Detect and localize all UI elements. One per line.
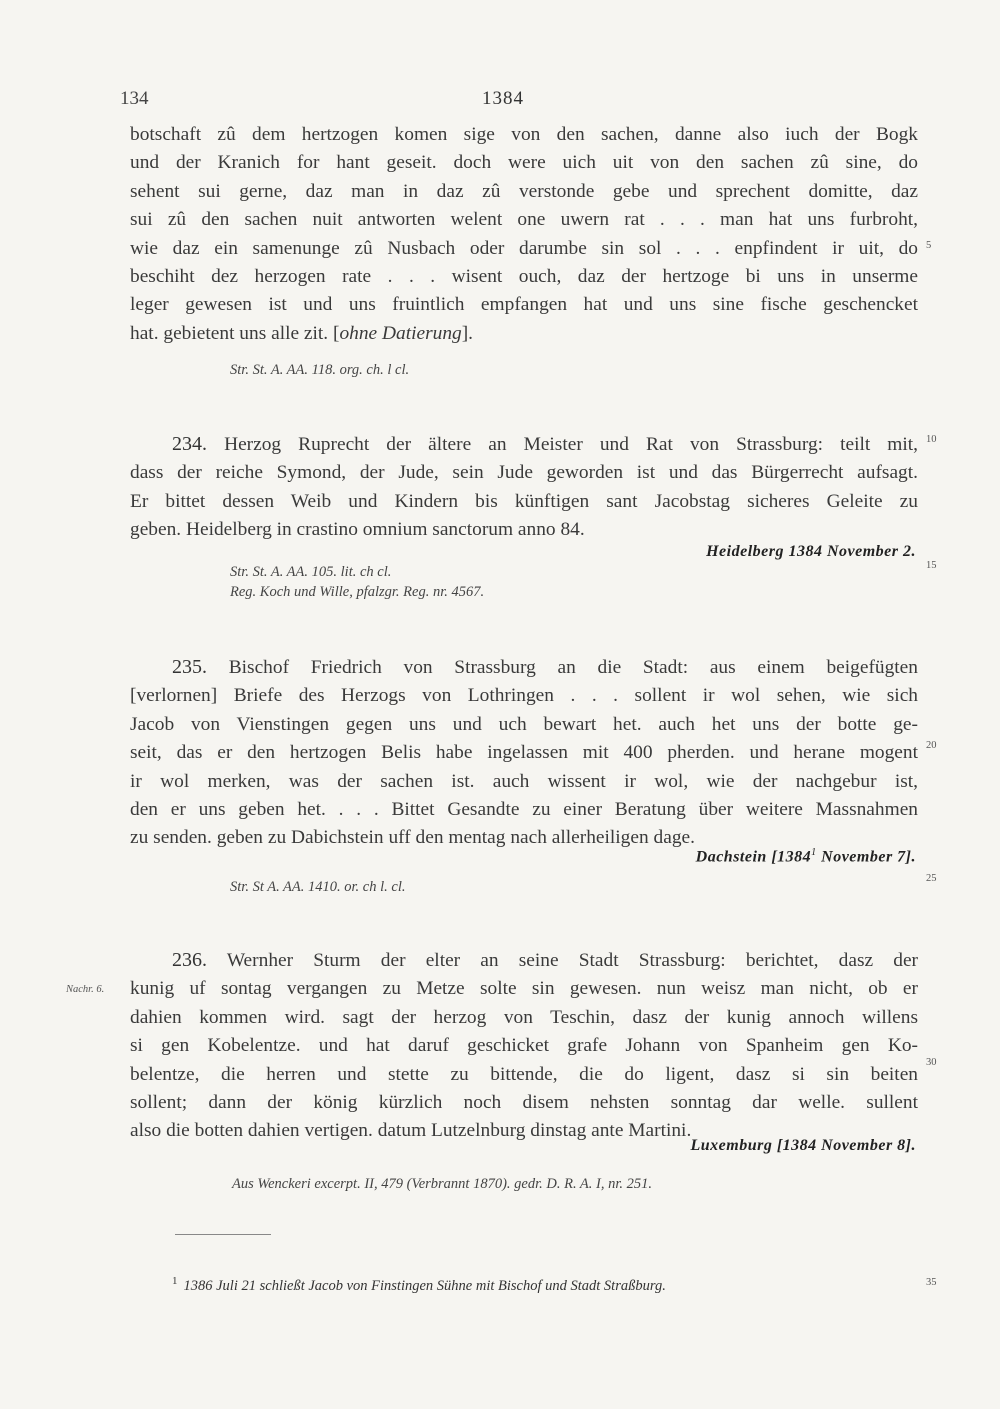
footnote [172,1275,666,1295]
footnote-rule [175,1234,271,1235]
entry-number: 235. [172,656,207,678]
line-number: 10 [926,434,937,445]
text-line: [verlornen] Briefe des Herzogs von Lothringen . . . sollent ir wol sehen, wie sich [130,685,918,707]
footnote-text: 1386 Juli 21 schließt Jacob von Finstingen Sühne mit Bischof und Stadt Straßburg. [183,1277,666,1294]
text-line: ir wol merken, was der sachen ist. auch wissent ir wol, wie der nachgebur ist, [130,770,918,792]
text-line: zu senden. geben zu Dabichstein uff den mentag nach allerheiligen dage. [130,827,695,849]
text-line: si gen Kobelentze. und hat daruf geschicket grafe Johann von Spanheim gen Ko- [130,1035,918,1057]
dating-note: ohne Datierung [339,322,462,344]
source-reference: Str. St. A. AA. 118. org. ch. l cl. [230,362,410,378]
text-line: dahien kommen wird. sagt der herzog von Teschin, dasz der kunig annoch willens [130,1006,918,1028]
footnote-marker: 1 [811,847,817,858]
entry-number: 236. [172,949,207,971]
text-line: wie daz ein samenunge zû Nusbach oder darumbe sin sol . . . enpfindent ir uit, do [130,237,918,259]
text-line: belentze, die herren und stette zu bittende, die do ligent, dasz si sin beiten [130,1063,918,1085]
entry-date: Dachstein [1384$^1$ November 7]. [695,847,916,866]
text-line: den er uns geben het. . . . Bittet Gesandte zu einer Beratung über weitere Massnahmen [130,799,918,821]
text-line: Jacob von Vienstingen gegen uns und uch bewart het. auch het uns der botte ge- [130,713,918,735]
line-number: 5 [926,240,932,251]
line-number: 25 [926,873,937,884]
text-line: 235. Bischof Friedrich von Strassburg an die Stadt: aus einem beigefügten [172,656,918,678]
source-reference: Aus Wenckeri excerpt. II, 479 (Verbrannt 1870). gedr. D. R. A. I, nr. 251. [232,1176,653,1192]
line-number: 20 [926,740,937,751]
page-number: 134 [120,88,149,109]
text-line: 236. Wernher Sturm der elter an seine Stadt Strassburg: berichtet, dasz der [172,949,919,971]
entry-234 [130,430,918,545]
entry-date: Luxemburg [1384 November 8]. [690,1137,916,1154]
text-line: geben. Heidelberg in crastino omnium sanctorum anno 84. [130,519,585,541]
footnote-marker: 1 [172,1275,178,1287]
entry-235 [130,653,918,853]
text-line: sollent; dann der könig kürzlich noch disem nehsten sonntag dar welle. sullent [130,1092,918,1114]
text-line: sehent sui gerne, daz man in daz zû verstonde gebe und sprechent domitte, daz [130,180,918,202]
register-reference: Reg. Koch und Wille, pfalzgr. Reg. nr. 4567. [230,584,485,600]
line-number: 30 [926,1057,937,1068]
source-reference: Str. St A. AA. 1410. or. ch l. cl. [230,879,406,895]
text-line: sui zû den sachen nuit antworten welent one uwern rat . . . man hat uns furbroht, [130,209,918,231]
page-header-year: 1384 [482,88,524,109]
previous-entry-text [130,121,918,348]
text-line: kunig uf sontag vergangen zu Metze solte sin gewesen. nun weisz man nicht, ob er [130,978,918,1000]
text-line: hat. gebietent uns alle zit. [ohne Datierung]. [130,322,474,344]
margin-note: Nachr. 6. [66,984,105,995]
line-number: 15 [926,560,937,571]
text-line: seit, das er den hertzogen Belis habe ingelassen mit 400 pherden. und herane mogent [130,742,918,764]
text-line: und der Kranich for hant geseit. doch were uich uit von den sachen zû sine, do [130,152,918,174]
text-line: 234. Herzog Ruprecht der ältere an Meister und Rat von Strassburg: teilt mit, [172,433,918,455]
text-line: leger gewesen ist und uns fruintlich empfangen hat und uns sine fische geschencket [130,294,918,316]
line-number: 35 [926,1277,937,1288]
entry-236 [130,946,918,1146]
text-line: Er bittet dessen Weib und Kindern bis künftigen sant Jacobstag sicheres Geleite zu [130,490,918,512]
text-line: also die botten dahien vertigen. datum Lutzelnburg dinstag ante Martini. [130,1120,692,1142]
text-line: beschiht dez herzogen rate . . . wisent ouch, daz der hertzoge bi uns in unserme [130,266,918,288]
entry-number: 234. [172,433,207,455]
source-reference: Str. St. A. AA. 105. lit. ch cl. [230,564,392,580]
text-line: botschaft zû dem hertzogen komen sige von den sachen, danne also iuch der Bogk [130,124,918,145]
text-line: dass der reiche Symond, der Jude, sein Jude geworden ist und das Bürgerrecht aufsagt. [130,462,918,484]
entry-date: Heidelberg 1384 November 2. [706,543,916,560]
